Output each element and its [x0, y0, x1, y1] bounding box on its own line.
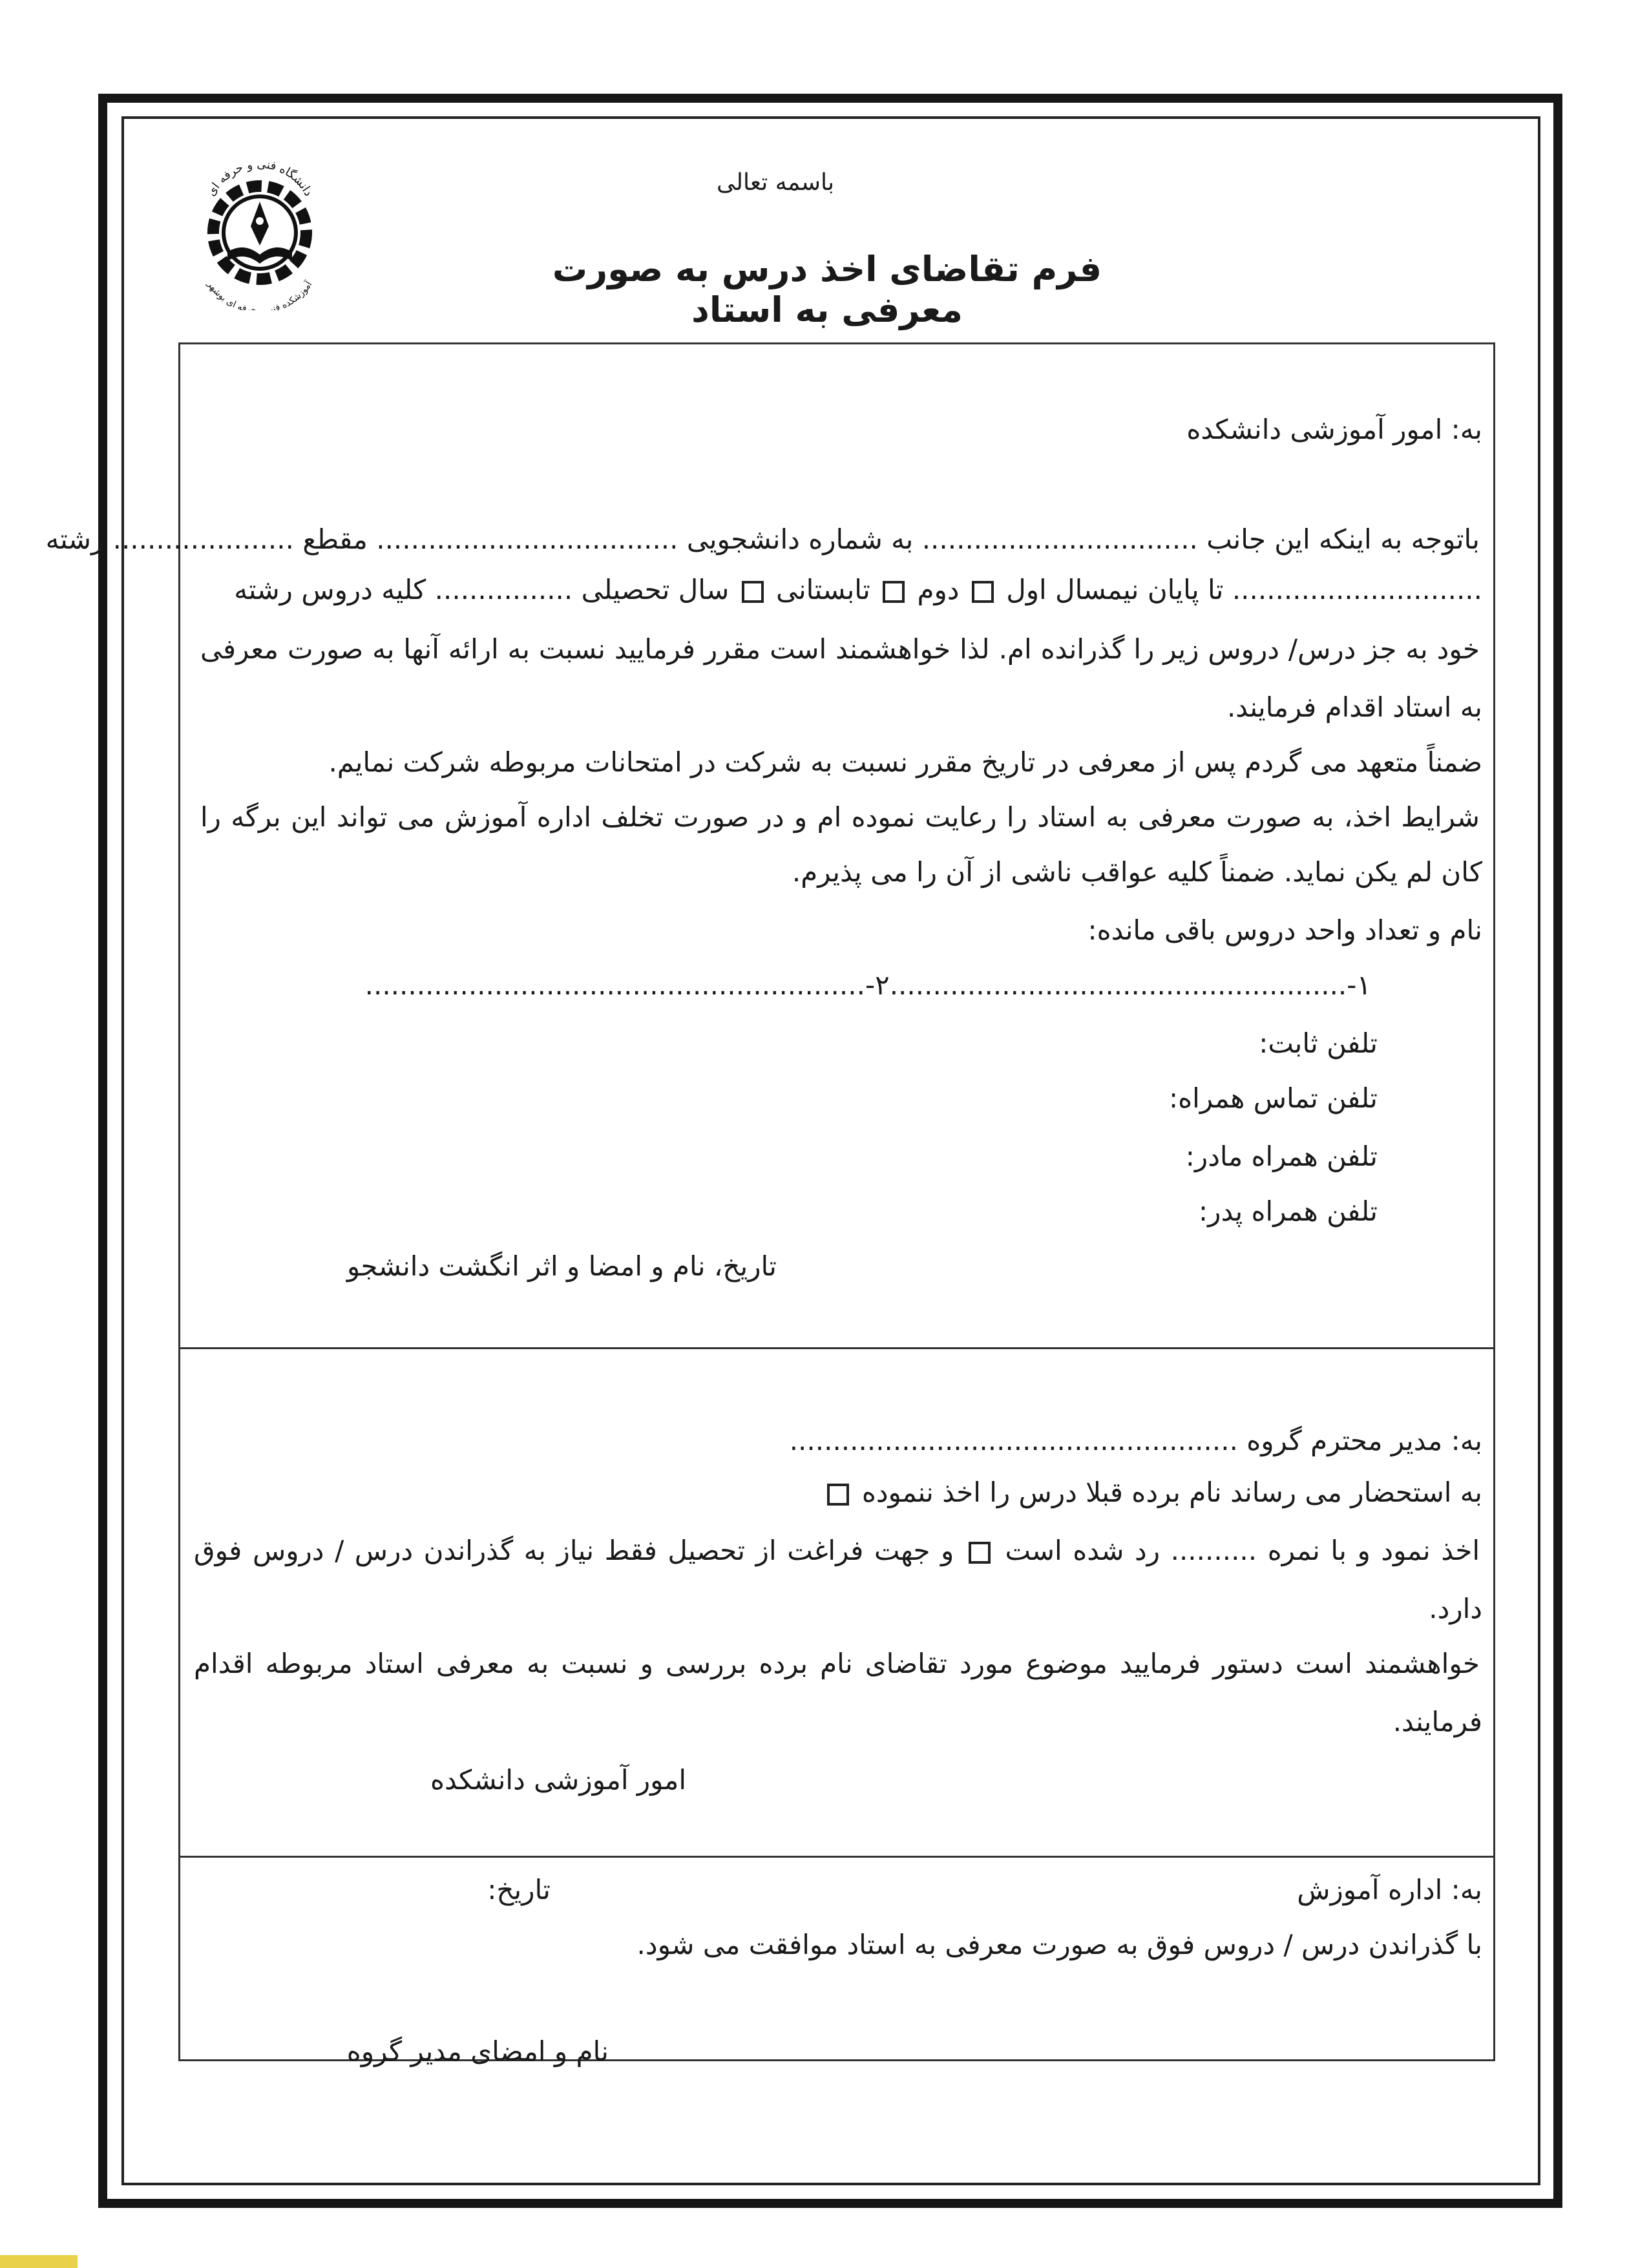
section-divider-2 [178, 1856, 1495, 1858]
commitment-line: ضمناً متعهد می گردم پس از معرفی در تاریخ مقرر نسبت به شرکت در امتحانات مربوطه شرکت نمایم. [328, 746, 1482, 778]
semester-line [234, 574, 1482, 606]
addressee-education: به: امور آموزشی دانشکده [1186, 414, 1482, 445]
graduation-need-text: و جهت فراغت از تحصیل فقط نیاز به گذراندن درس / دروس فوق [194, 1535, 954, 1566]
invocation-text: باسمه تعالی [716, 169, 835, 196]
consequences-line: کان لم یکن نماید. ضمناً کلیه عواقب ناشی از آن را می پذیرم. [792, 856, 1482, 888]
semester-second-label: دوم [917, 574, 960, 605]
request-line-end: فرمایند. [1392, 1706, 1482, 1738]
remaining-courses-field[interactable]: ۱-.....................................................۲-.......................................................... [364, 969, 1371, 1001]
institution-logo [189, 142, 331, 310]
education-dept-signature: امور آموزشی دانشکده [430, 1764, 686, 1796]
intro-line-4: به استاد اقدام فرمایند. [1226, 691, 1482, 723]
failed-checkbox[interactable] [969, 1542, 991, 1564]
not-taken-checkbox[interactable] [827, 1484, 849, 1506]
conditions-line: شرایط اخذ، به صورت معرفی به استاد را رعایت نموده ام و در صورت تخلف اداره آموزش می تواند این برگه را [200, 801, 1480, 833]
form-title: فرم تقاضای اخذ درس به صورت معرفی به استاد [552, 249, 1102, 330]
gear-book-pen-logo-icon [189, 142, 331, 310]
scanner-corner-mark [0, 2255, 78, 2268]
section-divider-1 [178, 1347, 1495, 1349]
failed-line [194, 1535, 1480, 1567]
not-taken-line [823, 1476, 1482, 1509]
academic-year-label: سال تحصیلی ................ کلیه دروس رشته [234, 574, 730, 605]
intro-line-1: باتوجه به اینکه این جانب ................................ به شماره دانشجویی ................................... مقطع ..................... رشته [45, 523, 1480, 555]
addressee-group-manager: به: مدیر محترم گروه .................................................... [789, 1425, 1482, 1456]
semester-first-label: ............................. تا پایان نیمسال اول [1006, 574, 1482, 605]
request-line: خواهشمند است دستور فرمایید موضوع مورد تقاضای نام برده بررسی و نسبت به معرفی استاد مربوطه اقدام [194, 1648, 1480, 1679]
semester-second-checkbox[interactable] [883, 581, 905, 603]
svg-text:آموزشکده فنی و حرفه ای بوشهر: آموزشکده فنی رفه ای بوشهر [205, 279, 315, 310]
date-label: تاریخ: [487, 1874, 551, 1906]
addressee-education-office: به: اداره آموزش [1297, 1874, 1482, 1906]
phone-fixed-label: تلفن ثابت: [1259, 1027, 1378, 1059]
semester-summer-label: تابستانی [775, 574, 870, 605]
phone-mobile-label: تلفن تماس همراه: [1169, 1082, 1378, 1114]
has-text: دارد. [1429, 1593, 1482, 1624]
remaining-courses-label: نام و تعداد واحد دروس باقی مانده: [1087, 914, 1482, 946]
phone-father-label: تلفن همراه پدر: [1199, 1195, 1378, 1227]
svg-text:دانشگاه فنی و حرفه ای: دانشگاه فنی و حرفه ای [204, 157, 315, 199]
semester-first-checkbox[interactable] [972, 581, 994, 603]
student-signature-label: تاریخ، نام و امضا و اثر انگشت دانشجو [346, 1250, 777, 1282]
group-manager-signature: نام و امضای مدیر گروه [346, 2035, 609, 2067]
not-taken-text: به استحضار می رساند نام برده قبلا درس را اخذ ننموده [861, 1476, 1482, 1508]
intro-line-3: خود به جز درس/ دروس زیر را گذرانده ام. لذا خواهشمند است مقرر فرمایید نسبت به ارائه آنها به صورت معرفی [200, 633, 1480, 665]
semester-summer-checkbox[interactable] [742, 581, 764, 603]
approval-line: با گذراندن درس / دروس فوق به صورت معرفی به استاد موافقت می شود. [636, 1929, 1482, 1960]
phone-mother-label: تلفن همراه مادر: [1185, 1140, 1378, 1172]
failed-text: اخذ نمود و با نمره .......... رد شده است [1005, 1535, 1480, 1566]
